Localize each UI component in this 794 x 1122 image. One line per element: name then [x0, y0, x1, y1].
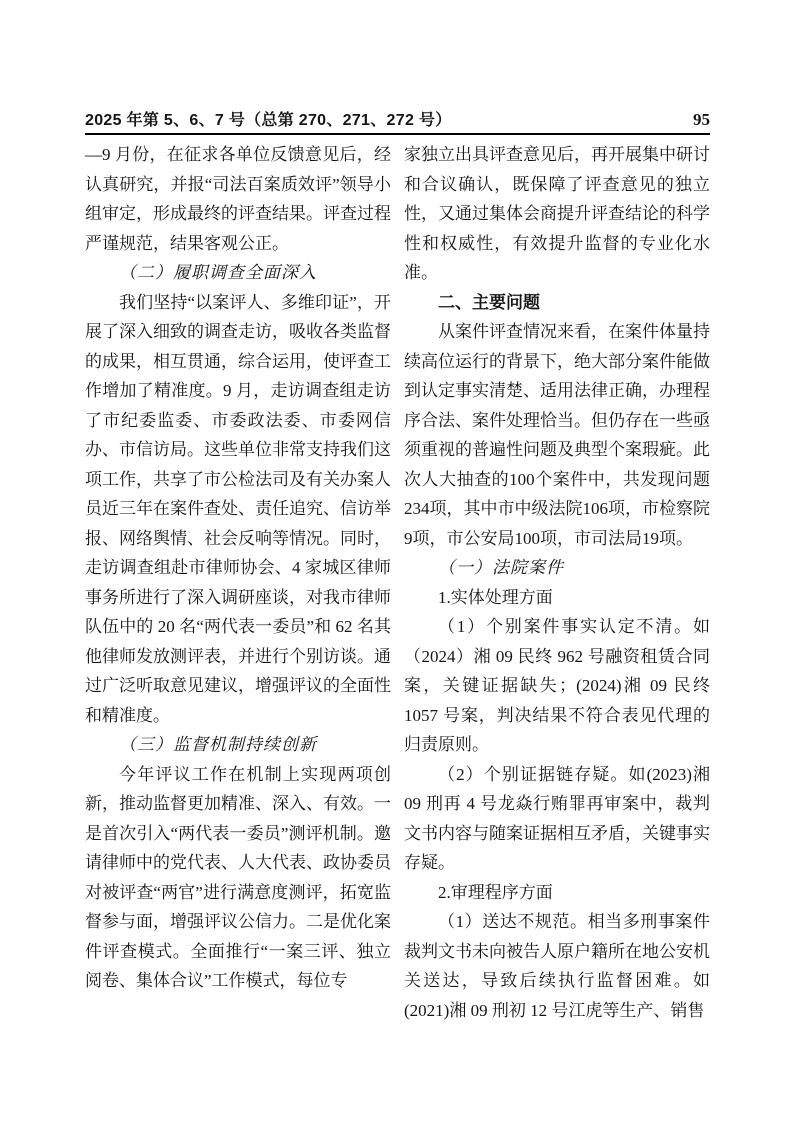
paragraph: （1）个别案件事实认定不清。如（2024）湘 09 民终 962 号融资租赁合同案，关键证据缺失；(2024)湘 09 民终 1057 号案，判决结果不符合表见代理的归责原则。: [404, 617, 710, 754]
column-right: [404, 140, 710, 1025]
paragraph: （1）送达不规范。相当多刑事案件裁判文书未向被告人原户籍所在地公安机关送达，导致后续执行监督困难。如(2021)湘 09 刑初 12 号江虎等生产、销售: [404, 912, 710, 1020]
paragraph: 今年评议工作在机制上实现两项创新，推动监督更加精准、深入、有效。一是首次引入“两代表一委员”测评机制。邀请律师中的党代表、人大代表、政协委员对被评查“两官”进行满意度测评，拓宽监督参与面，增强评议公信力。二是优化案件评查模式。全面推行“一案三评、独立阅卷、集体合议”工作模式，每位专: [85, 764, 391, 990]
section-heading: （二）履职调查全面深入: [119, 263, 317, 282]
paragraph: —9 月份，在征求各单位反馈意见后，经认真研究，并报“司法百案质效评”领导小组审定，形成最终的评查结果。评查过程严谨规范，结果客观公正。: [85, 145, 391, 253]
page-number: 95: [693, 110, 710, 129]
journal-issue-title: 2025 年第 5、6、7 号（总第 270、271、272 号）: [85, 112, 452, 129]
paragraph: 从案件评查情况来看，在案件体量持续高位运行的背景下，绝大部分案件能做到认定事实清楚、适用法律正确，办理程序合法、案件处理恰当。但仍存在一些亟须重视的普遍性问题及典型个案瑕疵。此次人大抽查的100个案件中，共发现问题234项，其中市中级法院106项，市检察院9项，市公安局100项，市司法局19项。: [404, 322, 710, 548]
column-left: [85, 140, 391, 1025]
section-heading: （三）监督机制持续创新: [119, 735, 317, 754]
section-heading: （一）法院案件: [438, 558, 564, 577]
section-heading: 二、主要问题: [438, 292, 540, 312]
paragraph: 我们坚持“以案评人、多维印证”，开展了深入细致的调查走访，吸收各类监督的成果，相互贯通，综合运用，使评查工作增加了精准度。9 月，走访调查组走访了市纪委监委、市委政法委、市委网信办、市信访局。这些单位非常支持我们这项工作，共享了市公检法司及有关办案人员近三年在案件查处、责任追究、信访举报、网络舆情、社会反响等情况。同时，走访调查组赴市律师协会、4 家城区律师事务所进行了深入调研座谈，对我市律师队伍中的 20 名“两代表一委员”和 62 名其他律师发放测评表，并进行个别访谈。通过广泛听取意见建议，增强评议的全面性和精准度。: [85, 292, 391, 725]
paragraph: 1.实体处理方面: [438, 587, 553, 607]
paragraph: （2）个别证据链存疑。如(2023)湘 09 刑再 4 号龙焱行贿罪再审案中，裁判文书内容与随案证据相互矛盾，关键事实存疑。: [404, 764, 710, 872]
page-header: [85, 107, 710, 135]
paragraph: 2.审理程序方面: [438, 882, 553, 902]
text-body: [85, 140, 710, 1025]
paragraph: 家独立出具评查意见后，再开展集中研讨和合议确认，既保障了评查意见的独立性，又通过集体会商提升评查结论的科学性和权威性，有效提升监督的专业化水准。: [404, 145, 710, 282]
